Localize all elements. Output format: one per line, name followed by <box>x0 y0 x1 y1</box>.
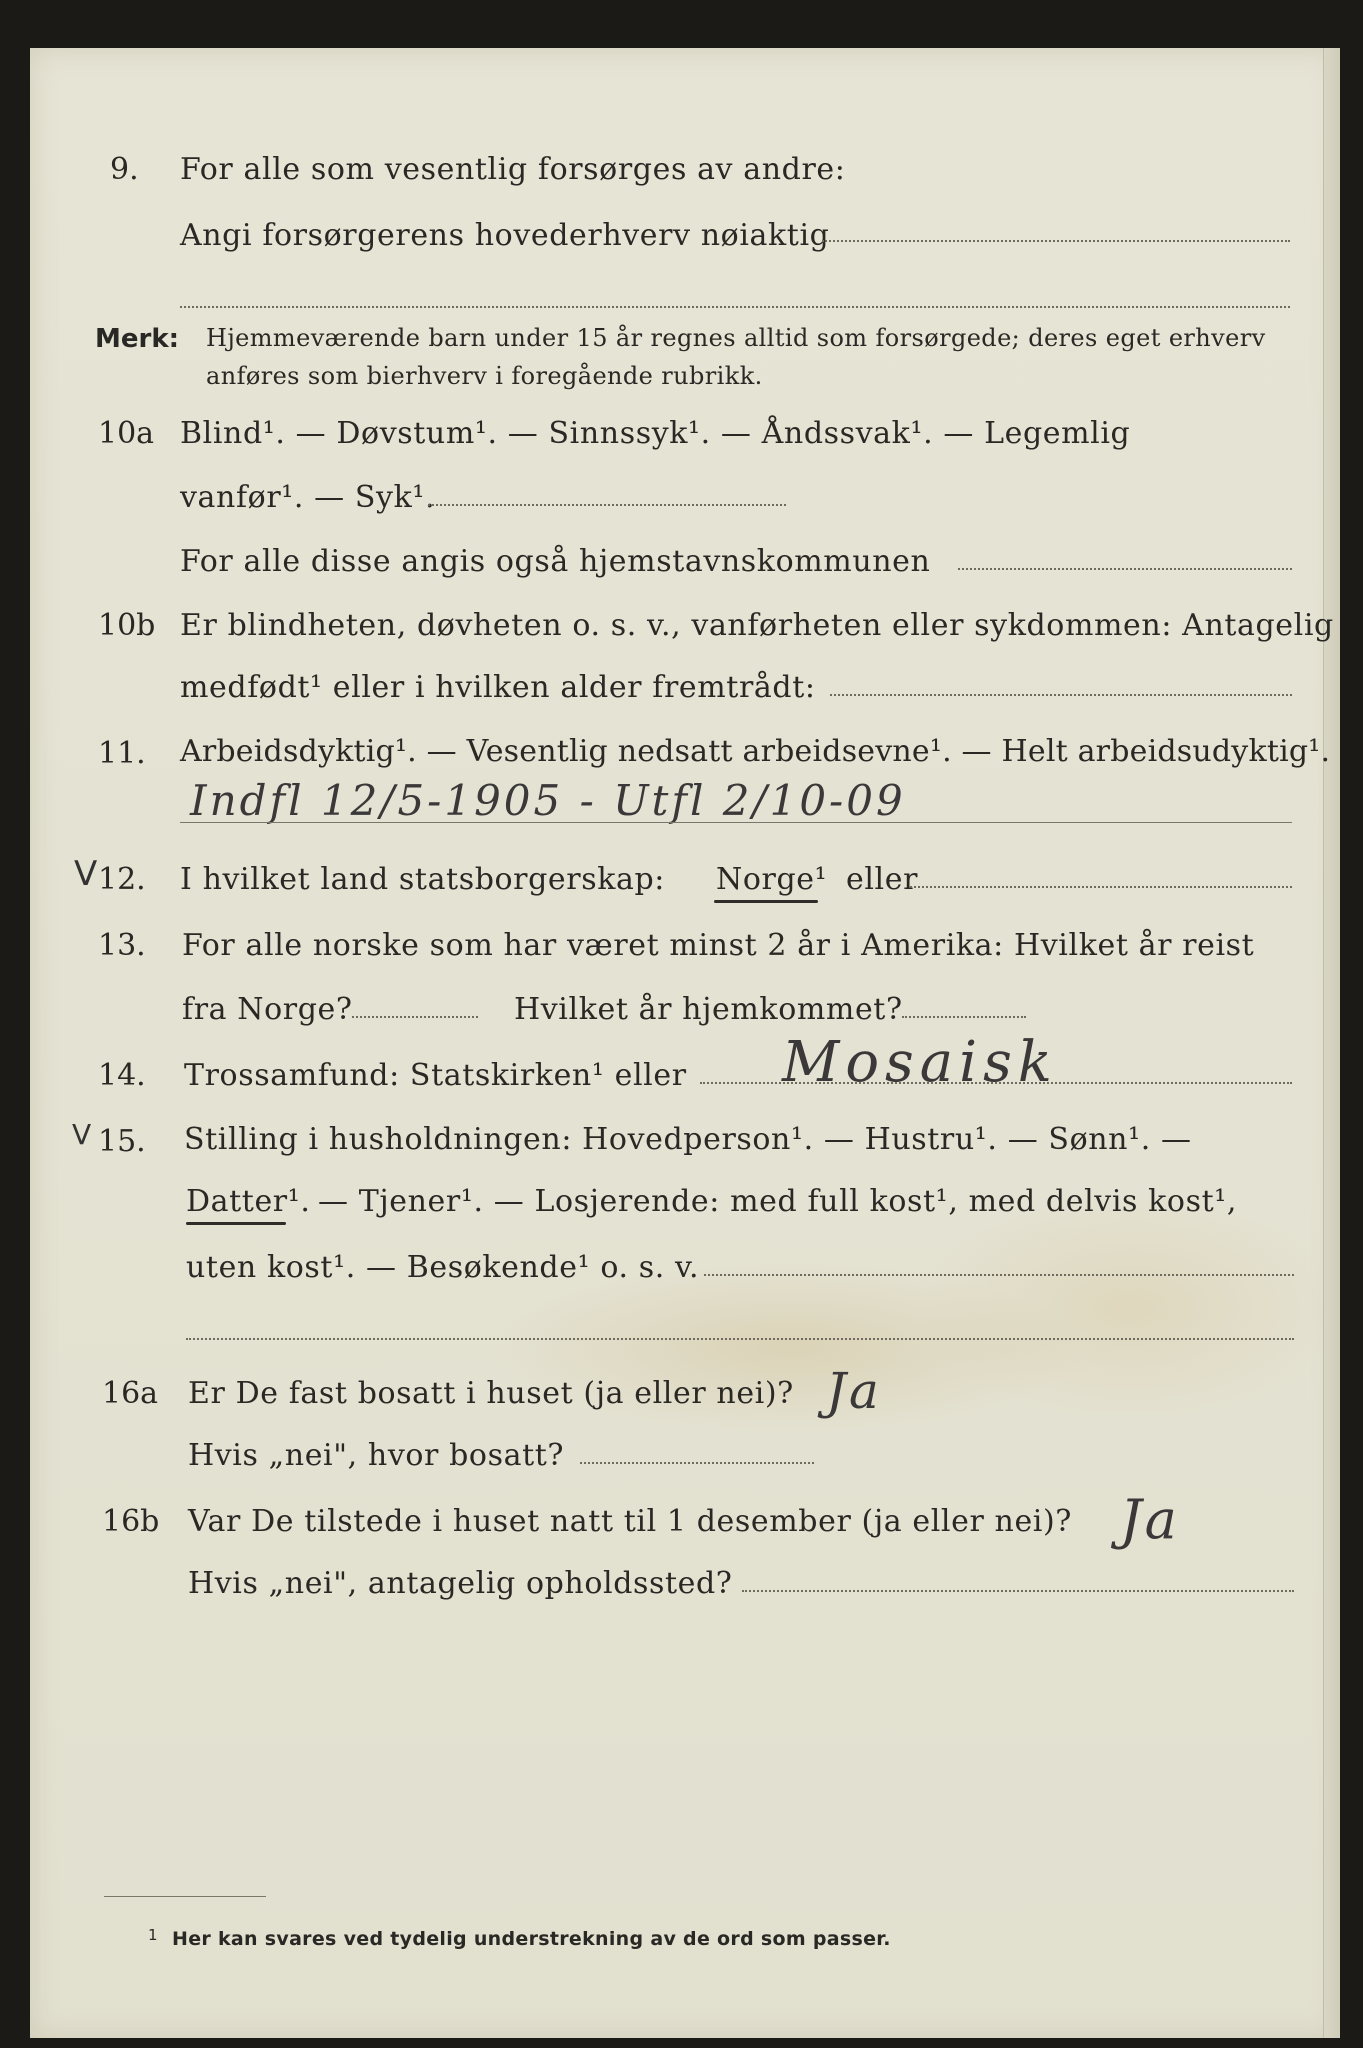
q9-number: 9. <box>110 152 139 187</box>
q14-label: Trossamfund: Statskirken¹ eller <box>184 1058 687 1093</box>
q13-year-left-line <box>352 1016 478 1018</box>
q12-underline-mark <box>714 900 818 903</box>
q15-line1: Stilling i husholdningen: Hovedperson¹. — Hustru¹. — Sønn¹. — <box>184 1122 1192 1157</box>
q15-number: 15. <box>98 1124 146 1159</box>
q11-handwritten-answer: Indfl 12/5-1905 - Utfl 2/10-09 <box>190 776 906 825</box>
footnote-text: Her kan svares ved tydelig understrekning av de ord som passer. <box>172 1928 891 1950</box>
q10a-line3: For alle disse angis også hjemstavnskommunen <box>180 544 931 579</box>
q13-year-home-line <box>902 1016 1026 1018</box>
q16b-number: 16b <box>102 1504 160 1539</box>
q14-number: 14. <box>98 1058 146 1093</box>
q12-prefix: I hvilket land statsborgerskap: <box>180 862 665 897</box>
q13-line1: For alle norske som har været minst 2 år i Amerika: Hvilket år reist <box>182 928 1255 963</box>
q15-underline-mark <box>186 1222 286 1225</box>
q12-check-mark: V <box>74 854 98 894</box>
q16b-line1: Var De tilstede i huset natt til 1 desember (ja eller nei)? <box>188 1504 1072 1539</box>
q15-option-datter: Datter¹. <box>186 1184 311 1219</box>
q9-answer-line <box>822 240 1290 242</box>
q16a-line2: Hvis „nei", hvor bosatt? <box>188 1438 565 1473</box>
q16a-residence-line <box>580 1462 814 1464</box>
q16a-line1: Er De fast bosatt i huset (ja eller nei)? <box>188 1376 794 1411</box>
q16b-handwritten-answer: Ja <box>1120 1488 1180 1551</box>
q15-check-mark: V <box>72 1118 92 1151</box>
page-edge <box>1323 48 1340 2038</box>
q16b-stay-line <box>742 1590 1294 1592</box>
q11-number: 11. <box>98 736 146 771</box>
q12-option-norge: Norge¹ <box>716 862 828 897</box>
merk-label: Merk: <box>95 324 180 354</box>
footnote-separator <box>104 1896 266 1897</box>
q11-line1: Arbeidsdyktig¹. — Vesentlig nedsatt arbeidsevne¹. — Helt arbeidsudyktig¹. <box>180 734 1331 769</box>
q14-answer-line <box>700 1082 1292 1084</box>
q16a-handwritten-answer: Ja <box>826 1362 882 1420</box>
q10a-answer-line <box>428 504 786 506</box>
q14-handwritten-answer: Mosaisk <box>782 1030 1058 1095</box>
q10a-home-line <box>958 568 1292 570</box>
q10a-line1: Blind¹. — Døvstum¹. — Sinnssyk¹. — Åndssvak¹. — Legemlig <box>180 416 1131 451</box>
q15-answer-line-2 <box>186 1338 1294 1340</box>
q15-line2b: — Tjener¹. — Losjerende: med full kost¹, med delvis kost¹, <box>318 1184 1238 1219</box>
q12-answer-line <box>910 886 1292 888</box>
q10b-line1: Er blindheten, døvheten o. s. v., vanførheten eller sykdommen: Antagelig <box>180 608 1334 643</box>
q13-line2b: Hvilket år hjemkommet? <box>514 992 903 1027</box>
q12-number: 12. <box>98 862 146 897</box>
q13-number: 13. <box>98 928 146 963</box>
merk-line1: Hjemmeværende barn under 15 år regnes alltid som forsørgede; deres eget erhverv <box>206 324 1266 352</box>
q10b-line2: medfødt¹ eller i hvilken alder fremtrådt: <box>180 670 816 705</box>
q10a-number: 10a <box>98 416 155 451</box>
q16a-number: 16a <box>102 1376 159 1411</box>
q10b-answer-line <box>830 694 1292 696</box>
q15-line3: uten kost¹. — Besøkende¹ o. s. v. <box>186 1250 700 1285</box>
q10b-number: 10b <box>98 608 156 643</box>
q16b-line2: Hvis „nei", antagelig opholdssted? <box>188 1566 733 1601</box>
footnote-mark: 1 <box>148 1926 158 1944</box>
q10a-line2: vanfør¹. — Syk¹. <box>180 480 436 515</box>
q15-answer-line <box>704 1274 1294 1276</box>
q12-suffix: eller <box>846 862 919 897</box>
q9-line1: For alle som vesentlig forsørges av andre: <box>180 152 846 187</box>
q11-answer-line <box>180 822 1292 823</box>
q9-answer-line-2 <box>180 306 1290 308</box>
q9-line2: Angi forsørgerens hovederhverv nøiaktig <box>180 218 830 253</box>
q13-line2a: fra Norge? <box>182 992 353 1027</box>
merk-line2: anføres som bierhverv i foregående rubrikk. <box>206 362 763 390</box>
